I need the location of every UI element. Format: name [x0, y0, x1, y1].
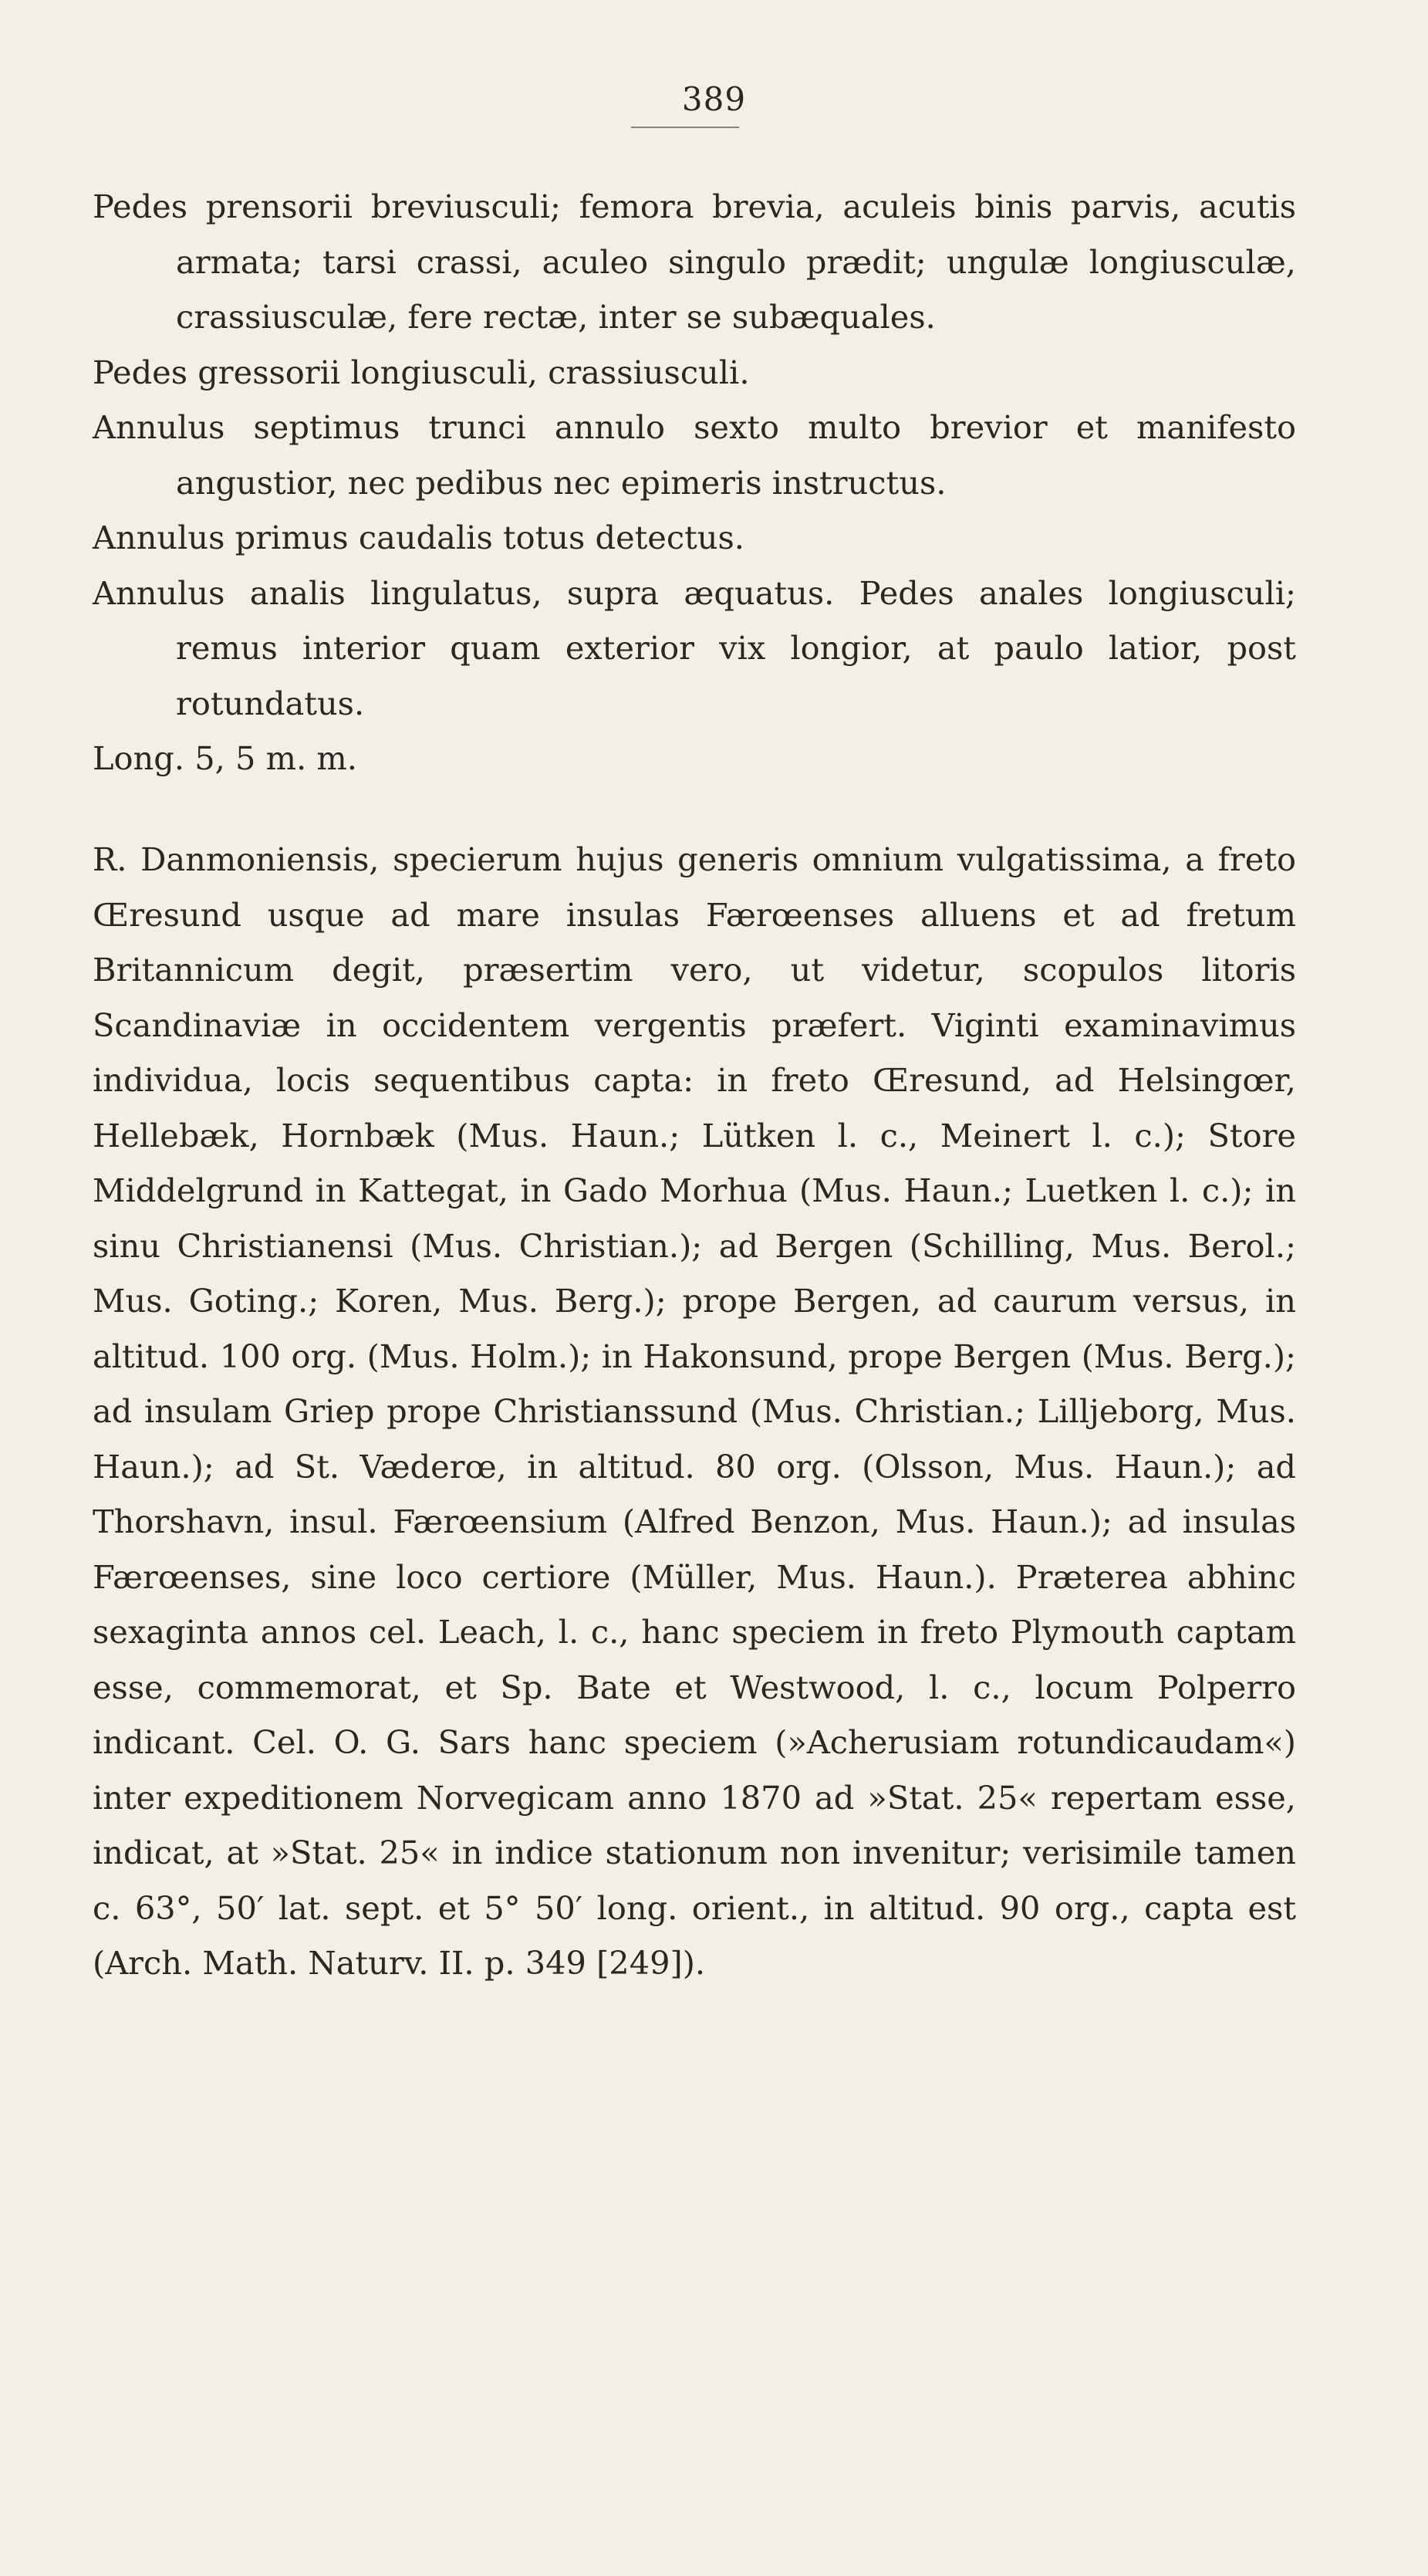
description-paragraph-prehensile-legs: Pedes prensorii breviusculi; femora brevia, aculeis binis parvis, acutis armata; tarsi crassi, aculeo singulo prædit; ungulæ longiusculæ, crassiusculæ, fere rectæ, inter se subæquales.	[93, 188, 1296, 336]
description-paragraph-first-caudal: Annulus primus caudalis totus detectus.	[93, 519, 744, 556]
distribution-text	[93, 832, 1296, 1991]
distribution-paragraph: R. Danmoniensis, specierum hujus generis omnium vulgatissima, a freto Œresund usque ad mare insulas Færœenses alluens et ad fretum Britannicum degit, præsertim vero, ut videtur, scopulos litoris Scandinaviæ in occidentem vergentis præfert. Viginti examinavimus individua, locis sequentibus capta: in freto Œresund, ad Helsingœr, Hellebæk, Hornbæk (Mus. Haun.; Lütken l. c., Meinert l. c.); Store Middelgrund in Kattegat, in Gado Morhua (Mus. Haun.; Luetken l. c.); in sinu Christianensi (Mus. Christian.); ad Bergen (Schilling, Mus. Berol.; Mus. Goting.; Koren, Mus. Berg.); prope Bergen, ad caurum versus, in altitud. 100 org. (Mus. Holm.); in Hakonsund, prope Bergen (Mus. Berg.); ad insulam Griep prope Christianssund (Mus. Christian.; Lilljeborg, Mus. Haun.); ad St. Væderœ, in altitud. 80 org. (Olsson, Mus. Haun.); ad Thorshavn, insul. Færœensium (Alfred Benzon, Mus. Haun.); ad insulas Færœenses, sine loco certiore (Müller, Mus. Haun.). Præterea abhinc sexaginta annos cel. Leach, l. c., hanc speciem in freto Plymouth captam esse, commemorat, et Sp. Bate et Westwood, l. c., locum Polperro indicant. Cel. O. G. Sars hanc speciem (»Acherusiam rotundicaudam«) inter expeditionem Norvegicam anno 1870 ad »Stat. 25« repertam esse, indicat, at »Stat. 25« in indice stationum non invenitur; verisimile tamen c. 63°, 50′ lat. sept. et 5° 50′ long. orient., in altitud. 90 org., capta est (Arch. Math. Naturv. II. p. 349 [249]).	[93, 840, 1296, 1982]
species-description	[93, 179, 1296, 786]
description-paragraph-walking-legs: Pedes gressorii longiusculi, crassiusculi.	[93, 353, 750, 391]
page-number-rule	[631, 127, 739, 128]
description-paragraph-length: Long. 5, 5 m. m.	[93, 739, 357, 777]
page-number: 389	[681, 80, 747, 118]
description-paragraph-anal-segment: Annulus analis lingulatus, supra æquatus. Pedes anales longiusculi; remus interior quam exterior vix longior, at paulo latior, post rotundatus.	[93, 573, 1296, 722]
description-paragraph-seventh-segment: Annulus septimus trunci annulo sexto multo brevior et manifesto angustior, nec pedibus nec epimeris instructus.	[93, 408, 1296, 502]
